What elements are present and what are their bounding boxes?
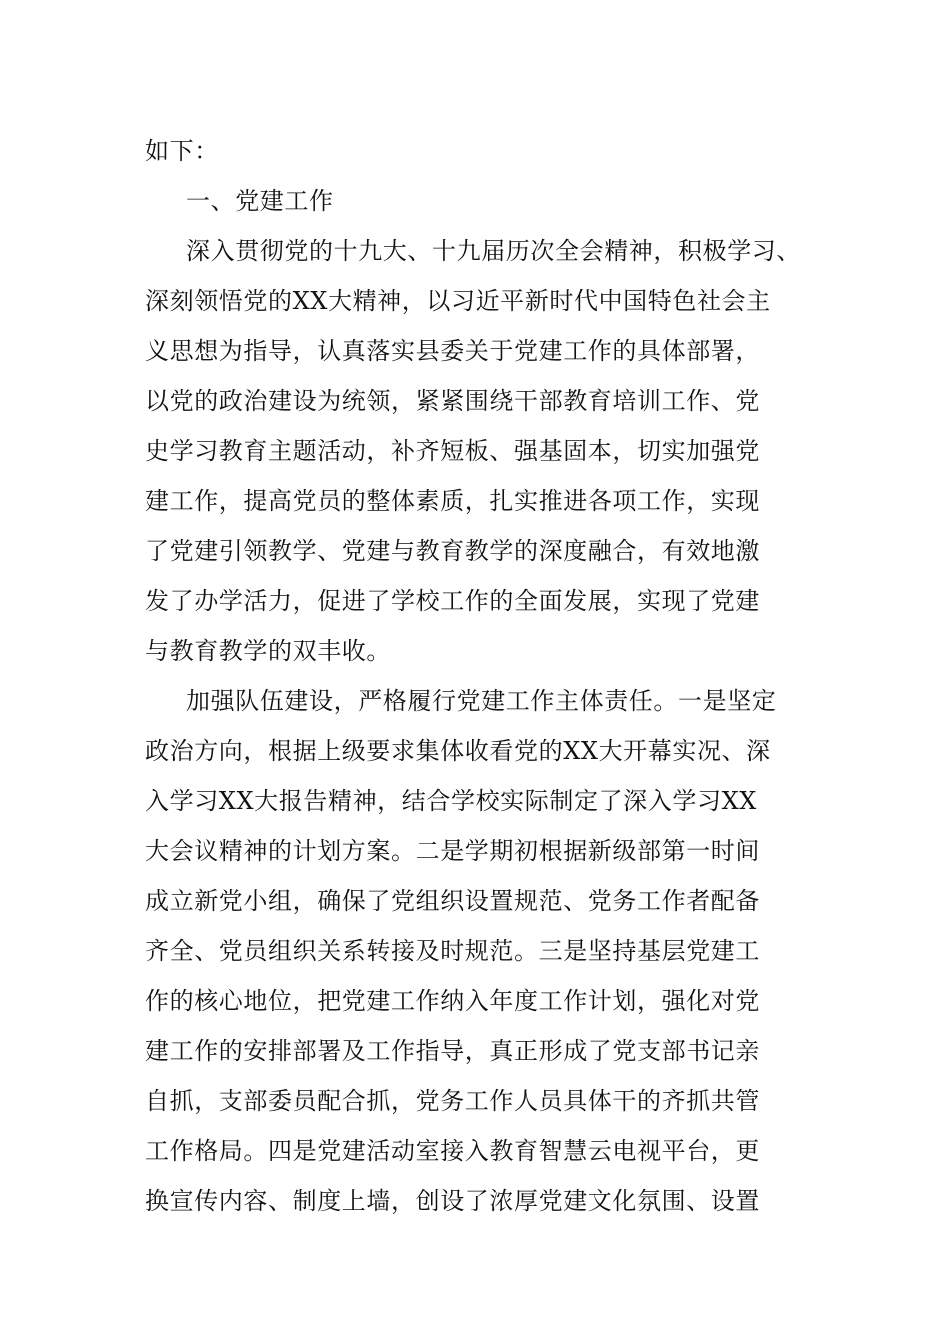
paragraph-2-line-6: 齐全、党员组织关系转接及时规范。三是坚持基层党建工 [145,937,760,965]
paragraph-1-line-1: 深入贯彻党的十九大、十九届历次全会精神，积极学习、 [186,237,801,265]
paragraph-1-line-7: 了党建引领教学、党建与教育教学的深度融合，有效地激 [145,537,760,565]
paragraph-1-line-6: 建工作，提高党员的整体素质，扎实推进各项工作，实现 [145,487,760,515]
paragraph-1-line-3: 义思想为指导，认真落实县委关于党建工作的具体部署， [145,337,760,365]
paragraph-1-line-8: 发了办学活力，促进了学校工作的全面发展，实现了党建 [145,587,760,615]
paragraph-2-line-5: 成立新党小组，确保了党组织设置规范、党务工作者配备 [145,887,760,915]
section-heading: 一、党建工作 [186,187,334,215]
paragraph-2-line-7: 作的核心地位，把党建工作纳入年度工作计划，强化对党 [145,987,760,1015]
paragraph-2-line-11: 换宣传内容、制度上墙，创设了浓厚党建文化氛围、设置 [145,1187,760,1215]
paragraph-1-line-2: 深刻领悟党的XX大精神，以习近平新时代中国特色社会主 [145,287,771,315]
paragraph-2-line-10: 工作格局。四是党建活动室接入教育智慧云电视平台，更 [145,1137,760,1165]
paragraph-1-line-9: 与教育教学的双丰收。 [145,637,391,665]
text-line-intro: 如下： [145,137,219,165]
paragraph-2-line-9: 自抓，支部委员配合抓，党务工作人员具体干的齐抓共管 [145,1087,760,1115]
paragraph-2-line-4: 大会议精神的计划方案。二是学期初根据新级部第一时间 [145,837,760,865]
paragraph-2-line-3: 入学习XX大报告精神，结合学校实际制定了深入学习XX [145,787,757,815]
paragraph-1-line-4: 以党的政治建设为统领，紧紧围绕干部教育培训工作、党 [145,387,760,415]
paragraph-2-line-2: 政治方向，根据上级要求集体收看党的XX大开幕实况、深 [145,737,771,765]
paragraph-2-line-8: 建工作的安排部署及工作指导，真正形成了党支部书记亲 [145,1037,760,1065]
paragraph-1-line-5: 史学习教育主题活动，补齐短板、强基固本，切实加强党 [145,437,760,465]
paragraph-2-line-1: 加强队伍建设，严格履行党建工作主体责任。一是坚定 [186,687,777,715]
